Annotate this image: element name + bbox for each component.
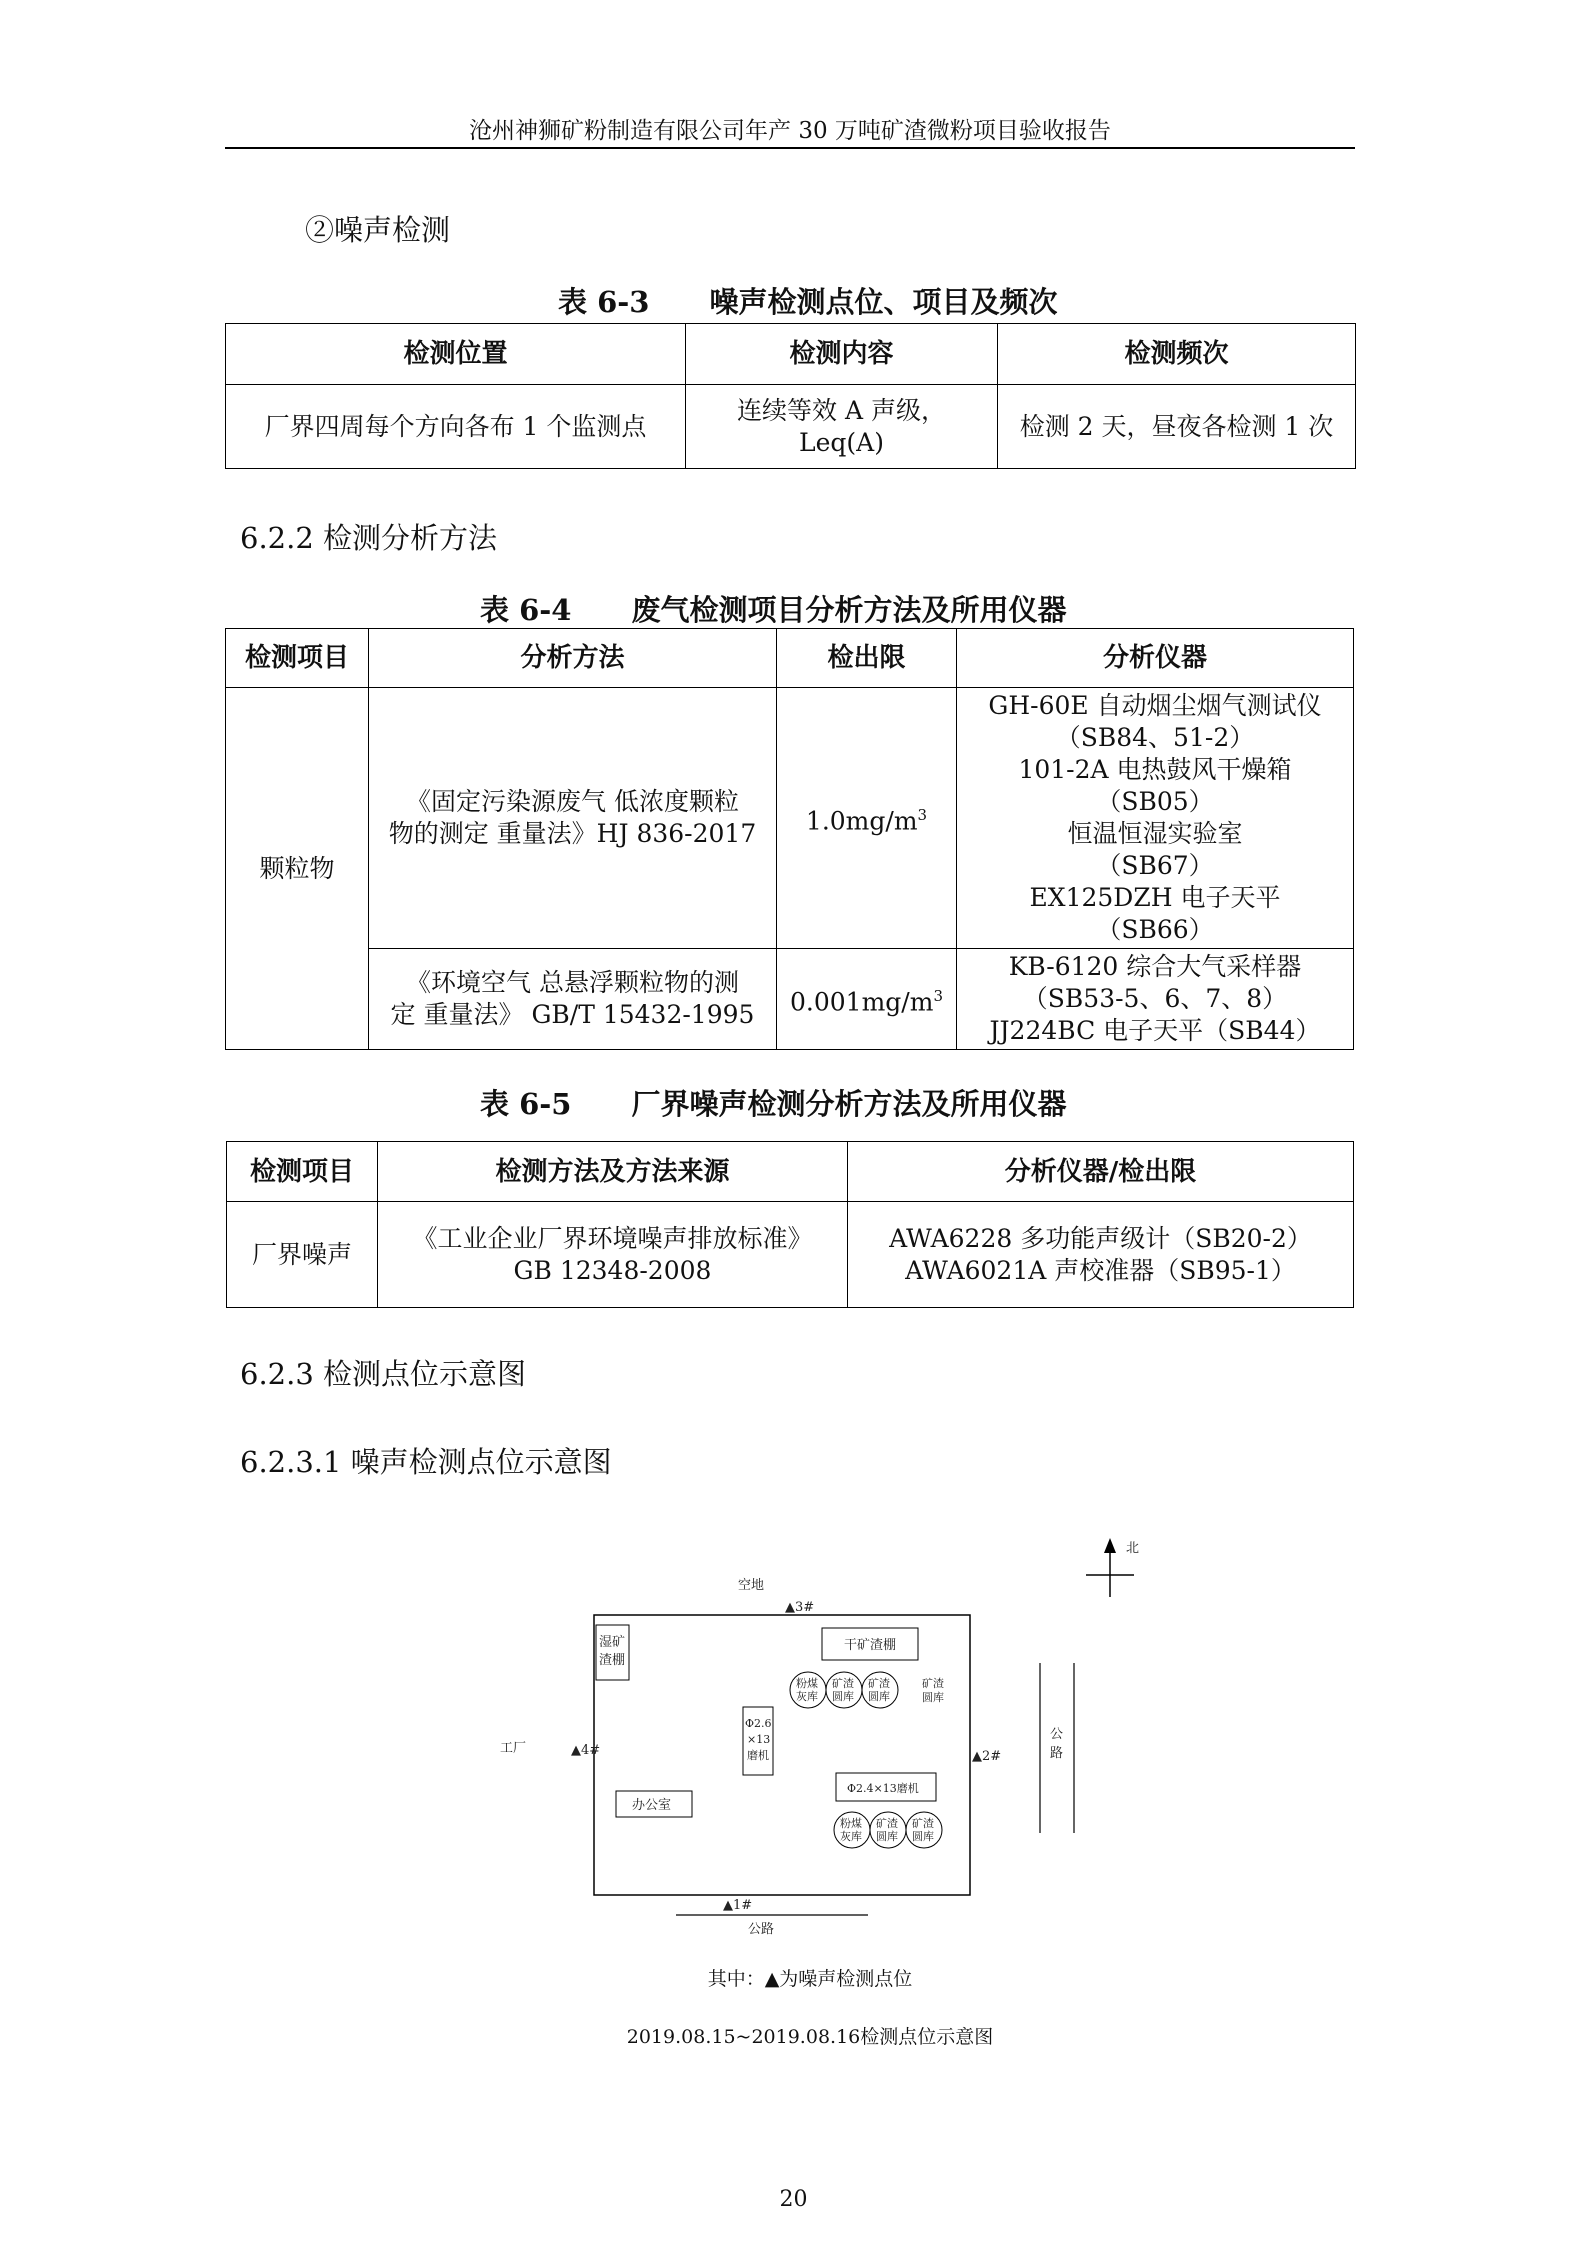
table-6-4-instrument-2-line-3: JJ224BC 电子天平（SB44） [989,1016,1321,1045]
table-6-4-method-cell-1 [369,688,777,949]
table-6-3-caption [558,280,1058,321]
table-6-3-content-cell [686,385,998,469]
bottom-road-label: 公路 [748,1922,775,1935]
monitoring-point-4: ▲4# [571,1743,601,1758]
site-plan-svg [480,1535,1140,1935]
wet-slag-shed-label-2: 渣棚 [599,1653,626,1668]
table-6-4-limit-cell-2 [777,949,957,1050]
slag-silo-lower-2-label-2: 圆库 [912,1830,934,1843]
table-6-4-instrument-1-line-3: 101-2A 电热鼓风干燥箱 [1018,755,1292,784]
table-6-4-instrument-1-line-1: GH-60E 自动烟尘烟气测试仪 [988,691,1322,720]
table-6-4-method-cell-2 [369,949,777,1050]
table-6-3-frequency-cell: 检测 2 天，昼夜各检测 1 次 [998,385,1356,469]
table-6-4-caption [480,588,1067,629]
open-land-label: 空地 [738,1578,765,1593]
table-6-5-header-instrument: 分析仪器/检出限 [848,1142,1354,1202]
table-6-4-header-instrument: 分析仪器 [957,629,1354,688]
right-road-label-2: 路 [1050,1746,1064,1761]
table-6-5-item-cell: 厂界噪声 [227,1202,378,1308]
slag-silo-outside-label-1: 矿渣 [922,1677,944,1690]
section-6-2-2-heading: 6.2.2 检测分析方法 [240,521,498,555]
mill-2-6x13-label-2: ×13 [747,1733,771,1746]
table-6-4-instrument-1-line-6: （SB67） [1096,851,1214,880]
diagram-caption: 2019.08.15~2019.08.16检测点位示意图 [626,2026,994,2048]
table-6-4-instrument-cell-2 [957,949,1354,1050]
table-6-3-position-cell: 厂界四周每个方向各布 1 个监测点 [226,385,686,469]
fly-ash-silo-lower-label-1: 粉煤 [840,1817,862,1830]
table-6-4-instrument-cell-1 [957,688,1354,949]
table-6-4-limit-1-value: 1.0mg/m [805,806,918,836]
table-6-4-limit-1-exponent: 3 [917,805,928,824]
table-6-3-header-content: 检测内容 [686,324,998,385]
table-6-5-instrument-line-1: AWA6228 多功能声级计（SB20-2） [889,1223,1312,1253]
table-6-4-method-2-line-1: 《环境空气 总悬浮颗粒物的测 [406,968,739,997]
fly-ash-silo-upper-label-2: 灰库 [796,1690,818,1703]
table-6-3-content-line-1: 连续等效 A 声级， [737,395,946,425]
slag-silo-upper-1-label-2: 圆库 [832,1690,854,1703]
mill-2-6x13-label-3: 磨机 [747,1749,769,1762]
table-6-4-limit-2-exponent: 3 [933,986,943,1005]
table-6-5-instrument-line-2: AWA6021A 声校准器（SB95-1） [905,1255,1296,1285]
table-6-4-header-item: 检测项目 [226,629,369,688]
table-6-5-number: 表 6-5 [480,1087,572,1121]
slag-silo-outside-label-2: 圆库 [922,1691,944,1704]
page-header: 沧州神狮矿粉制造有限公司年产 30 万吨矿渣微粉项目验收报告 [469,118,1111,144]
diagram-legend-note: 其中：▲为噪声检测点位 [707,1968,913,1990]
noise-monitoring-site-diagram [480,1535,1140,1935]
table-6-3-header-frequency: 检测频次 [998,324,1356,385]
table-6-4-method-2-line-2: 定 重量法》 GB/T 15432-1995 [390,1000,755,1029]
slag-silo-upper-1-label-1: 矿渣 [832,1677,854,1690]
table-6-3-title: 噪声检测点位、项目及频次 [709,285,1058,319]
monitoring-point-2: ▲2# [972,1749,1002,1764]
table-6-4-instrument-1-line-7: EX125DZH 电子天平 [1029,883,1281,912]
table-6-5-method-cell [378,1202,848,1308]
monitoring-point-3: ▲3# [785,1600,815,1615]
table-6-5-header-method: 检测方法及方法来源 [378,1142,848,1202]
slag-silo-upper-2-label-2: 圆库 [868,1690,890,1703]
monitoring-point-1: ▲1# [723,1898,753,1913]
table-6-3 [225,323,1356,469]
fly-ash-silo-lower-label-2: 灰库 [840,1830,862,1843]
table-6-4-limit-2-value: 0.001mg/m [790,987,934,1017]
wet-slag-shed-label-1: 湿矿 [599,1635,626,1650]
table-6-5 [226,1141,1354,1308]
table-6-4-instrument-1-line-8: （SB66） [1096,915,1214,944]
table-6-4-instrument-1-line-5: 恒温恒湿实验室 [1067,819,1243,848]
table-6-4-method-1-line-2: 物的测定 重量法》HJ 836-2017 [388,819,757,848]
section-6-2-3-1-heading: 6.2.3.1 噪声检测点位示意图 [240,1445,612,1479]
fly-ash-silo-upper-label-1: 粉煤 [796,1677,818,1690]
noise-section-heading: ②噪声检测 [305,213,451,247]
table-6-3-number: 表 6-3 [558,285,650,319]
table-6-5-method-line-2: GB 12348-2008 [513,1255,712,1285]
slag-silo-lower-1-label-1: 矿渣 [876,1817,898,1830]
table-6-4-header-method: 分析方法 [369,629,777,688]
table-6-4-method-1-line-1: 《固定污染源废气 低浓度颗粒 [406,787,739,816]
table-6-3-header-position: 检测位置 [226,324,686,385]
north-label: 北 [1126,1541,1140,1556]
slag-silo-lower-1-label-2: 圆库 [876,1830,898,1843]
table-6-5-title: 厂界噪声检测分析方法及所用仪器 [631,1087,1067,1121]
page-number: 20 [779,2187,808,2212]
table-6-4-instrument-1-line-4: （SB05） [1096,787,1214,816]
table-6-4-instrument-2-line-1: KB-6120 综合大气采样器 [1008,952,1302,981]
slag-silo-upper-2-label-1: 矿渣 [868,1677,890,1690]
section-6-2-3-heading: 6.2.3 检测点位示意图 [240,1357,527,1391]
table-6-5-header-item: 检测项目 [227,1142,378,1202]
office-label: 办公室 [632,1798,672,1813]
table-6-4 [225,628,1354,1050]
table-6-4-instrument-2-line-2: （SB53-5、6、7、8） [1022,984,1288,1013]
slag-silo-lower-2-label-1: 矿渣 [912,1817,934,1830]
table-6-5-method-line-1: 《工业企业厂界环境噪声排放标准》 [412,1223,813,1253]
table-6-5-caption [480,1082,1067,1123]
table-6-4-number: 表 6-4 [480,593,572,627]
table-6-3-content-line-2: Leq(A) [799,427,884,457]
right-road-label-1: 公 [1050,1727,1064,1742]
table-6-5-instrument-cell [848,1202,1354,1308]
mill-2-6x13-label-1: Φ2.6 [745,1717,772,1730]
table-6-4-header-limit: 检出限 [777,629,957,688]
dry-slag-shed-label: 干矿渣棚 [844,1638,897,1653]
table-6-4-item-cell: 颗粒物 [226,688,369,1050]
mill-2-4x13-label: Φ2.4×13磨机 [847,1782,919,1795]
header-divider [225,147,1355,149]
table-6-4-instrument-1-line-2: （SB84、51-2） [1055,723,1255,752]
table-6-4-title: 废气检测项目分析方法及所用仪器 [631,593,1067,627]
table-6-4-limit-cell-1 [777,688,957,949]
factory-label: 工厂 [500,1741,527,1756]
